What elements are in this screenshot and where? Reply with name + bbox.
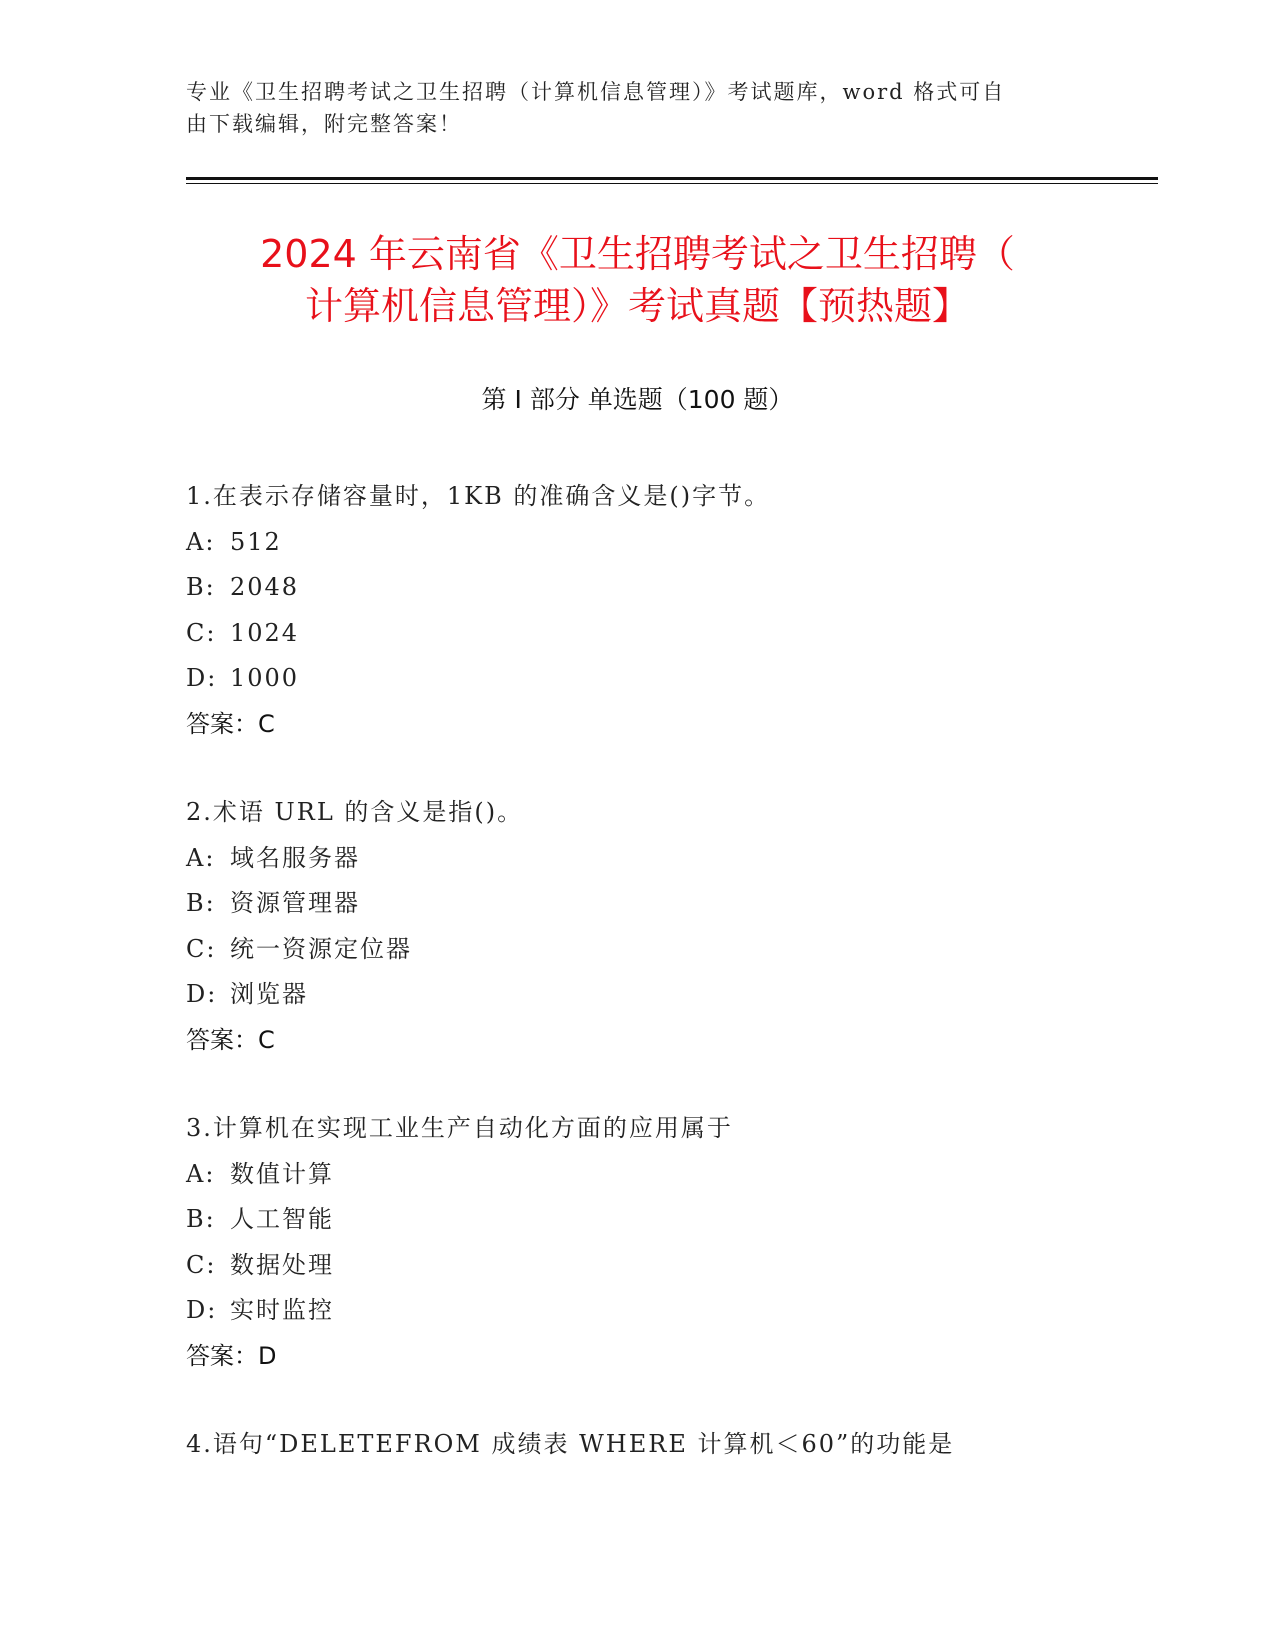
option-a <box>186 1152 1146 1198</box>
option-key: A: <box>186 843 216 872</box>
option-d <box>186 972 1146 1018</box>
option-value: 1024 <box>230 618 300 647</box>
header-divider-thin <box>186 183 1158 184</box>
title-line-2: 计算机信息管理）》考试真题【预热题】 <box>304 284 970 328</box>
title-line-1: 2024 年云南省《卫生招聘考试之卫生招聘（ <box>260 232 1015 276</box>
option-key: C: <box>186 934 217 963</box>
option-value: 浏览器 <box>230 980 308 1008</box>
option-key: B: <box>186 573 216 601</box>
option-a <box>186 836 1146 882</box>
option-key: C: <box>186 1250 217 1279</box>
option-value: 512 <box>230 527 282 556</box>
option-b <box>186 565 1146 611</box>
option-d <box>186 1288 1146 1334</box>
question-text: 3.计算机在实现工业生产自动化方面的应用属于 <box>186 1114 733 1142</box>
option-b <box>186 1197 1146 1243</box>
option-a <box>186 520 1146 566</box>
question-2 <box>186 790 1146 1063</box>
option-value: 数值计算 <box>230 1159 334 1188</box>
option-value: 1000 <box>230 664 300 692</box>
option-value: 资源管理器 <box>230 889 360 917</box>
question-text: 4.语句“DELETEFROM 成绩表 WHERE 计算机＜60”的功能是 <box>186 1430 955 1458</box>
question-4 <box>186 1422 1146 1468</box>
answer-line: 答案：C <box>186 709 275 738</box>
intro-line-2: 由下载编辑，附完整答案！ <box>186 112 462 136</box>
document-title <box>150 228 1125 332</box>
option-value: 统一资源定位器 <box>230 934 412 963</box>
option-value: 实时监控 <box>230 1296 334 1324</box>
option-c <box>186 927 1146 973</box>
option-c <box>186 1243 1146 1289</box>
option-key: C: <box>186 618 217 647</box>
option-key: A: <box>186 1159 216 1188</box>
question-list <box>186 474 1146 1511</box>
option-value: 2048 <box>230 573 300 601</box>
option-key: D: <box>186 1296 218 1324</box>
option-key: D: <box>186 980 218 1008</box>
option-key: B: <box>186 889 216 917</box>
option-value: 人工智能 <box>230 1205 334 1233</box>
question-1 <box>186 474 1146 747</box>
answer-line: 答案：C <box>186 1025 275 1054</box>
question-text: 1.在表示存储容量时，1KB 的准确含义是()字节。 <box>186 482 771 510</box>
intro-paragraph <box>186 76 1086 140</box>
option-b <box>186 881 1146 927</box>
option-key: A: <box>186 527 216 556</box>
section-heading: 第 I 部分 单选题（100 题） <box>481 385 794 414</box>
option-value: 域名服务器 <box>230 843 360 872</box>
option-key: B: <box>186 1205 216 1233</box>
option-d <box>186 656 1146 702</box>
header-divider-thick <box>186 177 1158 180</box>
answer-line: 答案：D <box>186 1341 277 1370</box>
option-key: D: <box>186 664 218 692</box>
intro-line-1: 专业《卫生招聘考试之卫生招聘（计算机信息管理）》考试题库，word 格式可自 <box>186 80 1006 104</box>
option-value: 数据处理 <box>230 1250 334 1279</box>
question-text: 2.术语 URL 的含义是指()。 <box>186 798 524 826</box>
option-c <box>186 611 1146 657</box>
question-3 <box>186 1106 1146 1379</box>
